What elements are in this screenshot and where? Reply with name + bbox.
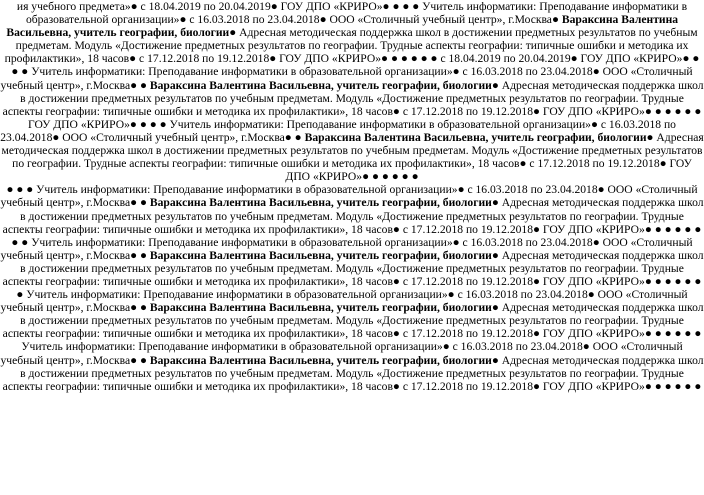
text-segment: ● Адресная методическая поддержка школ в достижении предметных результатов по учебным предметам. Модуль «Достижение предметных результатов по географии. Трудные аспекты географии: типичные ошибки и методика их профилактики», 18 часов● с 17.12.2018 по 19.12.2018● ГОУ ДПО «КРИРО»● ● ● ● ● ● — [2, 78, 704, 118]
text-block — [0, 288, 704, 340]
text-segment: ● Адресная методическая поддержка школ в достижении предметных результатов по учебным предметам. Модуль «Достижение предметных результатов по географии. Трудные аспекты географии: типичные ошибки и методика их профилактики», 18 часов● с 17.12.2018 по 19.12.2018● ГОУ ДПО «КРИРО»● ● ● ● ● ● с 18.04.2019 по 20.04.2019● ГОУ ДПО «КРИРО»● ● ● ● Учитель информатики: Преподавание информатики в образовательной организации»● с 16.03.2018 по 23.04.2018● ООО «Столичный учебный центр», г.Москва● ● — [0, 26, 700, 92]
text-segment: ● Адресная методическая поддержка школ в достижении предметных результатов по учебным предметам. Модуль «Достижение предметных результатов по географии. Трудные аспекты географии: типичные ошибки и методика их профилактики», 18 часов● с 17.12.2018 по 19.12.2018● ГОУ ДПО «КРИРО»● ● ● ● ● ● — [2, 301, 704, 341]
teacher-name: Вараксина Валентина Васильевна, учитель географии, биологии — [6, 13, 679, 40]
text-segment: ● Адресная методическая поддержка школ в достижении предметных результатов по учебным предметам. Модуль «Достижение предметных результатов по географии. Трудные аспекты географии: типичные ошибки и методика их профилактики», 18 часов● с 17.12.2018 по 19.12.2018● ГОУ ДПО «КРИРО»● ● ● ● ● ● — [2, 353, 704, 393]
teacher-name: Вараксина Валентина Васильевна, учитель географии, биологии — [149, 248, 492, 262]
teacher-name: Вараксина Валентина Васильевна, учитель географии, биологии — [149, 353, 492, 367]
text-segment: ● ● ● Учитель информатики: Преподавание информатики в образовательной организации»● с 16.03.2018 по 23.04.2018● ООО «Столичный учебный центр», г.Москва● ● — [0, 183, 698, 210]
text-segment: ● Адресная методическая поддержка школ в достижении предметных результатов по учебным предметам. Модуль «Достижение предметных результатов по географии. Трудные аспекты географии: типичные ошибки и методика их профилактики», 18 часов● с 17.12.2018 по 19.12.2018● ГОУ ДПО «КРИРО»● ● ● ● ● ● — [2, 248, 704, 288]
text-segment: ● Учитель информатики: Преподавание информатики в образовательной организации»● с 16.03.2018 по 23.04.2018● ООО «Столичный учебный центр», г.Москва● ● — [0, 288, 688, 315]
text-block — [0, 118, 704, 183]
text-block — [0, 183, 704, 235]
text-block — [0, 340, 704, 392]
text-segment: ия учебного предмета»● с 18.04.2019 по 20.04.2019● ГОУ ДПО «КРИРО»● ● ● ● Учитель информатики: Преподавание информатики в образовательной организации»● с 16.03.2018 по 23.04.2018● ООО «Столичный учебный центр», г.Москва● — [16, 0, 688, 27]
text-block — [0, 0, 704, 118]
teacher-name: Вараксина Валентина Васильевна, учитель географии, биологии — [149, 196, 492, 210]
text-segment: ГОУ ДПО «КРИРО»● ● ● ● Учитель информатики: Преподавание информатики в образовательной организации»● с 16.03.2018 по 23.04.2018● ООО «Столичный учебный центр», г.Москва● ● — [0, 117, 676, 144]
teacher-name: Вараксина Валентина Васильевна, учитель географии, биологии — [149, 301, 492, 315]
text-segment: Учитель информатики: Преподавание информатики в образовательной организации»● с 16.03.2018 по 23.04.2018● ООО «Столичный учебный центр», г.Москва● ● — [0, 340, 683, 367]
text-segment: ● Адресная методическая поддержка школ в достижении предметных результатов по учебным предметам. Модуль «Достижение предметных результатов по географии. Трудные аспекты географии: типичные ошибки и методика их профилактики», 18 часов● с 17.12.2018 по 19.12.2018● ГОУ ДПО «КРИРО»● ● ● ● ● ● — [1, 130, 704, 184]
teacher-name: Вараксина Валентина Васильевна, учитель географии, биологии — [149, 78, 492, 92]
text-segment: ● ● Учитель информатики: Преподавание информатики в образовательной организации»● с 16.03.2018 по 23.04.2018● ООО «Столичный учебный центр», г.Москва● ● — [0, 235, 693, 262]
text-segment: ● Адресная методическая поддержка школ в достижении предметных результатов по учебным предметам. Модуль «Достижение предметных результатов по географии. Трудные аспекты географии: типичные ошибки и методика их профилактики», 18 часов● с 17.12.2018 по 19.12.2018● ГОУ ДПО «КРИРО»● ● ● ● ● ● — [2, 196, 704, 236]
teacher-name: Вараксина Валентина Васильевна, учитель географии, биологии — [304, 130, 647, 144]
text-block — [0, 236, 704, 288]
